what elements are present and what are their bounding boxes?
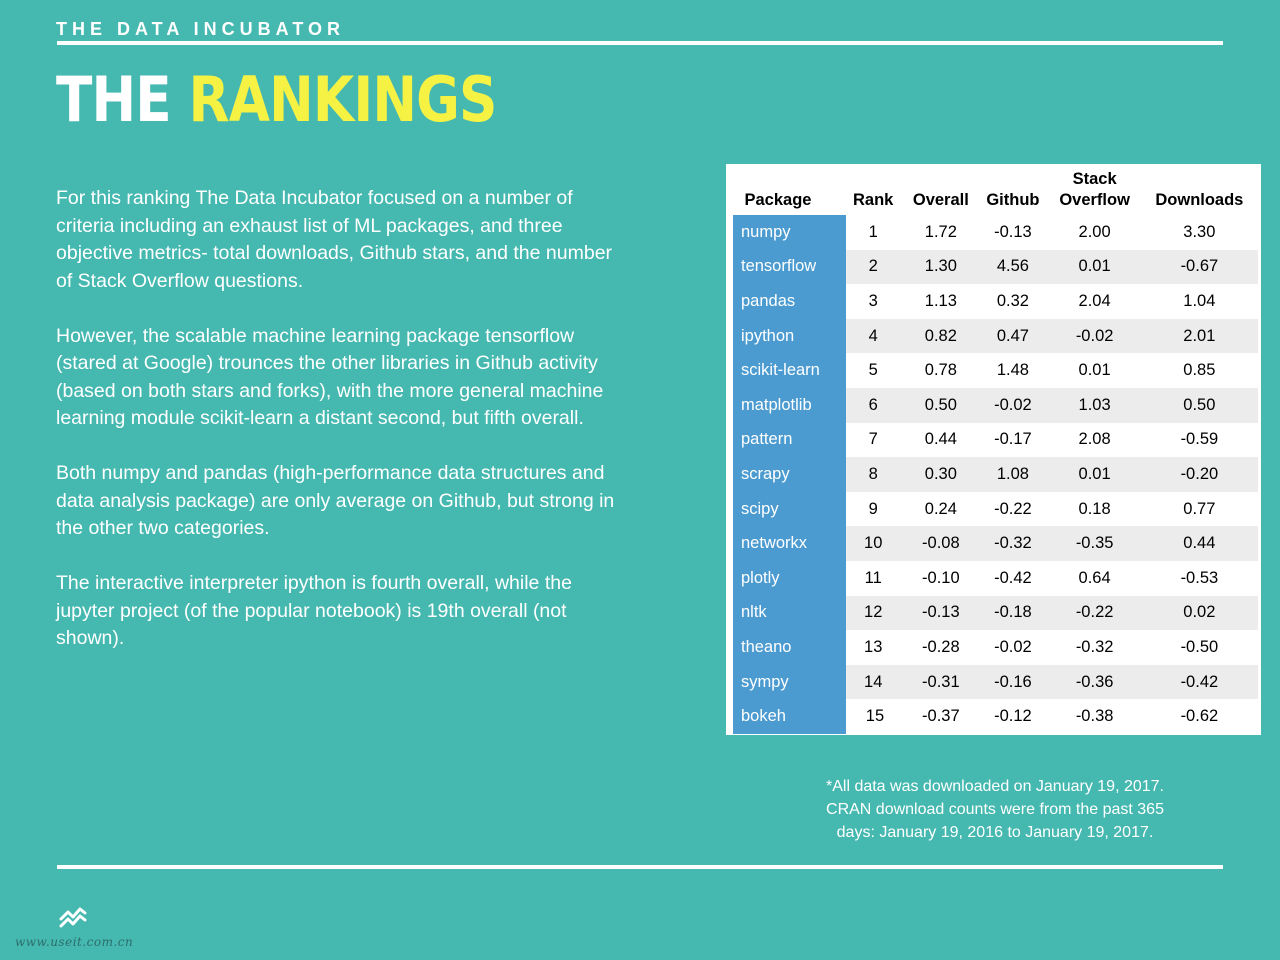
rankings-table-card (726, 164, 1261, 735)
paragraph: Both numpy and pandas (high-performance data structures and data analysis package) are only average on Github, but strong in the other two categories. (56, 462, 615, 539)
cell-downloads: -0.42 (1141, 665, 1257, 700)
cell-rank: 1 (868, 222, 878, 241)
cell-github: -0.12 (994, 707, 1032, 726)
brand-name: THE DATA INCUBATOR (56, 19, 345, 39)
cell-rank: 9 (868, 499, 878, 518)
cell-overall: 0.24 (924, 499, 957, 518)
cell-github: -0.18 (978, 596, 1048, 631)
cell-downloads: 2.01 (1141, 319, 1257, 354)
cell-stack-overflow: -0.02 (1048, 319, 1141, 354)
cell-package: pattern (730, 423, 847, 458)
cell-package: pandas (730, 284, 847, 319)
cell-package: matplotlib (730, 388, 847, 423)
cell-rank: 7 (868, 430, 878, 449)
cell-github: -0.02 (994, 637, 1032, 656)
table-row (730, 250, 1258, 285)
column-header-rank: Rank (853, 191, 894, 209)
cell-downloads: 1.04 (1183, 291, 1216, 310)
cell-overall: 0.82 (904, 319, 978, 354)
cell-stack-overflow: -0.32 (1075, 637, 1114, 656)
cell-rank: 15 (865, 707, 885, 726)
cell-package: nltk (730, 596, 847, 631)
cell-package: scipy (730, 492, 847, 527)
cell-github: -0.17 (994, 430, 1032, 449)
column-header-github: Github (986, 191, 1040, 209)
cell-overall: -0.31 (904, 665, 978, 700)
paragraph: The interactive interpreter ipython is fourth overall, while the jupyter project (of the popular notebook) is 19th overall (not shown). (56, 572, 572, 649)
cell-overall: -0.10 (922, 568, 960, 587)
cell-github: 4.56 (978, 250, 1048, 285)
cell-stack-overflow: 2.00 (1078, 222, 1111, 241)
cell-stack-overflow: -0.35 (1048, 526, 1141, 561)
column-header-downloads: Downloads (1155, 191, 1244, 209)
cell-stack-overflow: 0.01 (1078, 361, 1111, 380)
cell-github: -0.42 (994, 568, 1032, 587)
footnote-line: days: January 19, 2016 to January 19, 2017. (836, 824, 1154, 841)
cell-stack-overflow: 2.04 (1078, 291, 1111, 310)
paragraph: However, the scalable machine learning package tensorflow (stared at Google) trounces the other libraries in Github activity (based on both stars and forks), with the more general machine learning module scikit-learn a distant second, but fifth overall. (56, 324, 604, 429)
cell-stack-overflow: -0.38 (1075, 707, 1114, 726)
table-row (730, 630, 1258, 665)
watermark: www.useit.com.cn (15, 935, 134, 949)
cell-package: scikit-learn (730, 353, 847, 388)
cell-rank: 13 (864, 637, 883, 656)
cell-rank: 11 (864, 568, 882, 587)
cell-downloads: 0.77 (1183, 499, 1216, 518)
footnote-line: CRAN download counts were from the past 365 (826, 801, 1164, 818)
cell-downloads: 0.02 (1141, 596, 1257, 631)
table-row (730, 353, 1258, 388)
page-title (56, 62, 497, 138)
chart-line-icon (58, 905, 88, 931)
cell-rank: 3 (868, 291, 878, 310)
cell-package: networkx (730, 526, 847, 561)
cell-package: plotly (730, 561, 847, 596)
cell-github: 1.48 (996, 361, 1029, 380)
cell-stack-overflow: -0.36 (1048, 665, 1141, 700)
cell-overall: 0.78 (924, 361, 957, 380)
table-header-row (730, 164, 1258, 215)
cell-downloads: -0.20 (1141, 457, 1257, 492)
cell-overall: -0.37 (922, 707, 960, 726)
cell-overall: 0.44 (924, 430, 957, 449)
cell-rank: 4 (846, 319, 904, 354)
cell-package: sympy (730, 665, 847, 700)
table-row (730, 388, 1258, 423)
table-row (730, 319, 1258, 354)
cell-github: -0.02 (978, 388, 1048, 423)
cell-overall: 1.13 (924, 291, 957, 310)
cell-stack-overflow: 0.01 (1048, 457, 1141, 492)
cell-overall: 0.30 (904, 457, 978, 492)
cell-github: -0.16 (978, 665, 1048, 700)
cell-downloads: 0.85 (1183, 361, 1216, 380)
paragraph: For this ranking The Data Incubator focused on a number of criteria including an exhaust list of ML packages, and three objective metrics- total downloads, Github stars, and the number of Stack Overflow questions. (56, 187, 613, 292)
table-row (730, 526, 1258, 561)
table-body (730, 215, 1258, 734)
table-row (730, 665, 1258, 700)
title-part-2: RANKINGS (188, 63, 497, 136)
column-header-overall: Overall (912, 191, 969, 209)
cell-github: -0.22 (994, 499, 1032, 518)
table-row (730, 284, 1258, 319)
cell-overall: 1.72 (924, 222, 957, 241)
table-row (730, 423, 1258, 458)
cell-overall: 1.30 (904, 250, 978, 285)
table-row (730, 561, 1258, 596)
cell-package: numpy (730, 215, 847, 250)
cell-downloads: 0.50 (1141, 388, 1257, 423)
body-text (56, 185, 616, 680)
title-part-1: THE (56, 63, 189, 136)
cell-rank: 14 (846, 665, 904, 700)
table-row (730, 699, 1258, 734)
cell-stack-overflow: 0.01 (1048, 250, 1141, 285)
cell-package: scrapy (730, 457, 847, 492)
table-row (730, 457, 1258, 492)
cell-overall: -0.13 (904, 596, 978, 631)
cell-downloads: -0.50 (1180, 637, 1219, 656)
cell-downloads: -0.59 (1180, 430, 1219, 449)
cell-rank: 6 (846, 388, 904, 423)
cell-stack-overflow: 2.08 (1078, 430, 1111, 449)
cell-github: 0.47 (978, 319, 1048, 354)
top-divider (57, 41, 1223, 45)
cell-overall: -0.28 (922, 637, 960, 656)
cell-package: ipython (730, 319, 847, 354)
cell-rank: 12 (846, 596, 904, 631)
cell-package: bokeh (730, 699, 847, 734)
cell-package: tensorflow (730, 250, 847, 285)
cell-rank: 5 (868, 361, 878, 380)
footnote-line: *All data was downloaded on January 19, 2017. (825, 778, 1164, 795)
cell-downloads: 3.30 (1183, 222, 1216, 241)
cell-github: 1.08 (978, 457, 1048, 492)
cell-rank: 10 (846, 526, 904, 561)
cell-overall: -0.08 (904, 526, 978, 561)
cell-rank: 8 (846, 457, 904, 492)
column-header-stack-overflow: Stack Overflow (1059, 170, 1130, 209)
bottom-divider (57, 865, 1223, 869)
table-row (730, 215, 1258, 250)
cell-stack-overflow: -0.22 (1048, 596, 1141, 631)
table-row (730, 596, 1258, 631)
cell-downloads: -0.62 (1180, 707, 1219, 726)
cell-stack-overflow: 0.64 (1078, 568, 1111, 587)
cell-github: -0.32 (978, 526, 1048, 561)
cell-downloads: 0.44 (1141, 526, 1257, 561)
cell-package: theano (730, 630, 847, 665)
cell-stack-overflow: 0.18 (1078, 499, 1111, 518)
cell-downloads: -0.53 (1180, 568, 1219, 587)
cell-rank: 2 (846, 250, 904, 285)
cell-stack-overflow: 1.03 (1048, 388, 1141, 423)
footnote (800, 775, 1190, 844)
table-row (730, 492, 1258, 527)
cell-github: -0.13 (994, 222, 1032, 241)
rankings-table (726, 164, 1261, 734)
cell-downloads: -0.67 (1141, 250, 1257, 285)
cell-github: 0.32 (996, 291, 1029, 310)
cell-overall: 0.50 (904, 388, 978, 423)
column-header-package: Package (744, 191, 812, 209)
